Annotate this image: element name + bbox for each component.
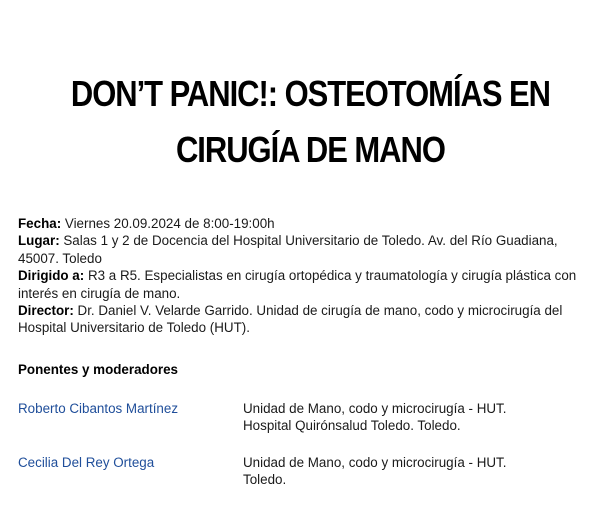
fecha-row — [18, 215, 593, 232]
director-label: Director: — [18, 303, 74, 319]
affiliation-line-1: Unidad de Mano, codo y microcirugía - HUT. — [243, 401, 507, 416]
director-row — [18, 302, 593, 337]
title-line-2: CIRUGÍA DE MANO — [175, 129, 445, 170]
fecha-value: Viernes 20.09.2024 de 8:00-19:00h — [61, 216, 275, 231]
speaker-row — [18, 454, 598, 489]
speaker-list — [18, 400, 598, 508]
dirigido-value: R3 a R5. Especialistas en cirugía ortopédica y traumatología y cirugía plástica con interés en cirugía de mano. — [18, 268, 577, 301]
director-value: Dr. Daniel V. Velarde Garrido. Unidad de cirugía de mano, codo y microcirugía del Hospital Universitario de Toledo (HUT). — [18, 303, 563, 336]
speaker-affiliation — [243, 454, 583, 489]
speaker-name[interactable]: Roberto Cibantos Martínez — [18, 401, 179, 416]
affiliation-line-1: Unidad de Mano, codo y microcirugía - HUT. — [243, 454, 507, 470]
lugar-value: Salas 1 y 2 de Docencia del Hospital Universitario de Toledo. Av. del Río Guadiana, 45007. Toledo — [18, 233, 558, 266]
event-info — [18, 215, 593, 337]
lugar-label: Lugar: — [18, 233, 60, 249]
speaker-affiliation — [243, 400, 583, 435]
fecha-label: Fecha: — [18, 216, 62, 231]
dirigido-label: Dirigido a: — [18, 268, 85, 284]
page-title — [43, 66, 577, 178]
title-line-1: DON’T PANIC!: OSTEOTOMÍAS EN — [70, 73, 550, 114]
speaker-row — [18, 400, 598, 435]
section-title: Ponentes y moderadores — [18, 362, 178, 377]
affiliation-line-2: Toledo. — [243, 472, 287, 488]
affiliation-line-2: Hospital Quirónsalud Toledo. Toledo. — [243, 418, 461, 434]
dirigido-row — [18, 267, 593, 302]
lugar-row — [18, 232, 593, 267]
speaker-name[interactable]: Cecilia Del Rey Ortega — [18, 454, 155, 470]
